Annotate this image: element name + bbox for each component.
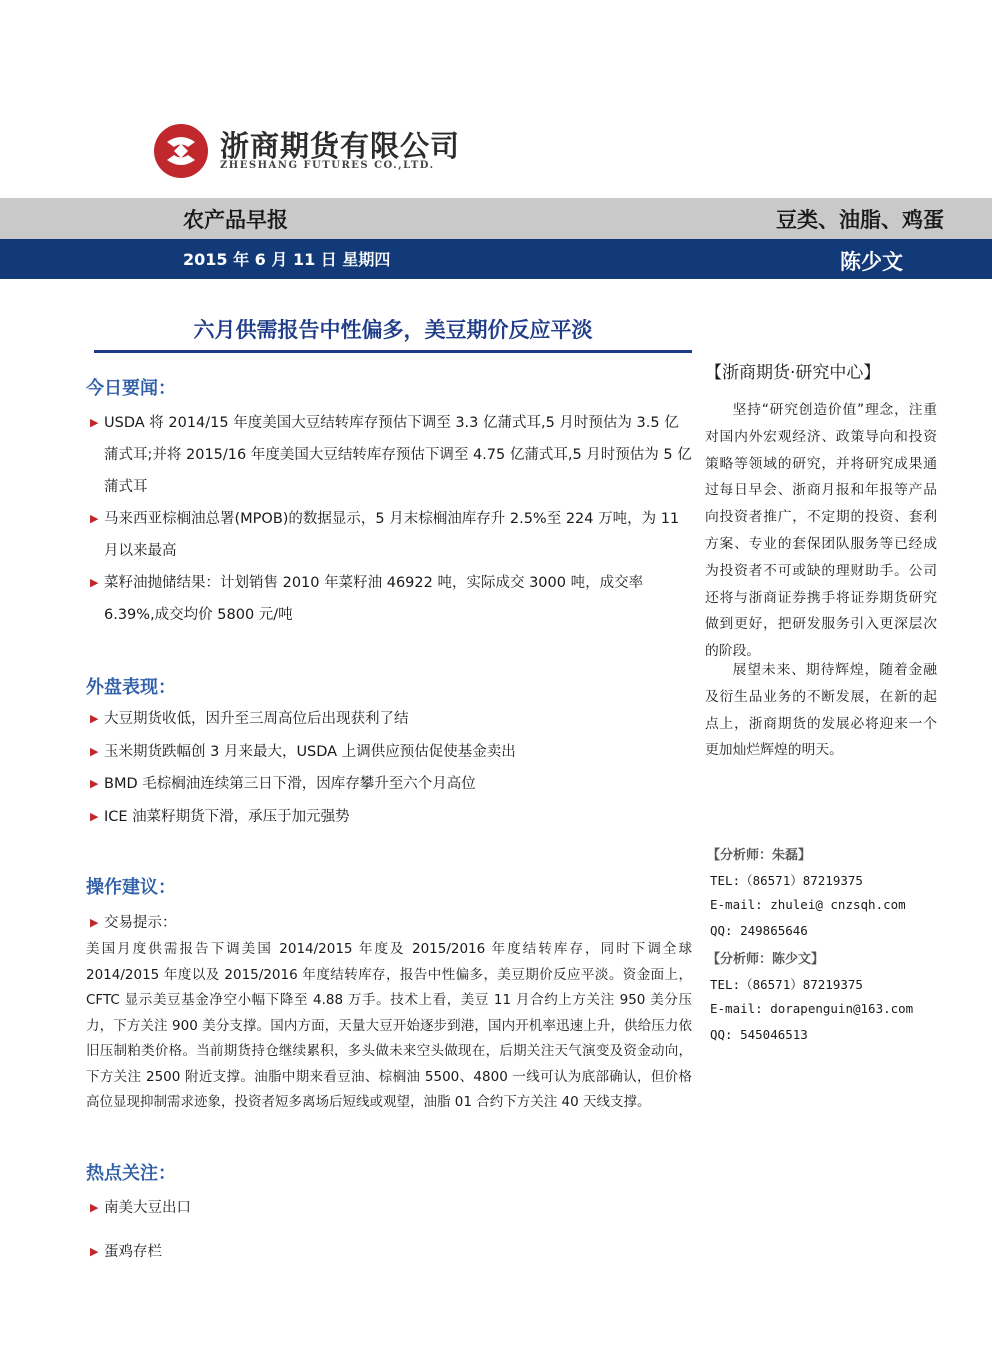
advice-paragraph: 美国月度供需报告下调美国 2014/2015 年度及 2015/2016 年度结转库存，同时下调全球 2014/2015 年度以及 2015/2016 年度结转库存，报告中性偏多，美豆期价反应平淡。资金面上，CFTC 显示美豆基金净空小幅下降至 4.88 万手。技术上看，美豆 11 月合约上方关注 950 美分压力，下方关注 900 美分支撑。国内方面，天量大豆开始逐步到港，国内开机率迅速上升，供给压力依旧压制粕类价格。当前期货持仓继续累积，多头做未来空头做现在，后期关注天气演变及资金动向，下方关注 2500 附近支撑。油脂中期来看豆油、棕榈油 5500、4800 一线可认为底部确认，但价格高位显现抑制需求迹象，投资者短多离场后短线或观望，油脂 01 合约下方关注 40 天线支撑。 [86,941,692,1110]
section-title-overseas: 外盘表现： [86,677,176,698]
analyst-tel: TEL:（86571）87219375 [710,873,863,888]
list-item: ▶ 南美大豆出口 [90,1192,692,1224]
report-date: 2015 年 6 月 11 日 星期四 [183,250,391,269]
bullet-arrow-icon: ▶ [90,1245,99,1258]
analyst-qq: QQ: 545046513 [710,1027,808,1042]
analyst-email: E-mail: dorapenguin@163.com [710,1001,914,1016]
bullet-arrow-icon: ▶ [90,712,99,725]
report-type: 农产品早报 [183,208,288,232]
list-item: ▶ 交易提示： [90,907,692,939]
analyst-label: 【分析师：朱磊】 [707,848,812,863]
section-title-advice: 操作建议： [86,877,176,898]
list-item: ▶ 菜籽油抛储结果：计划销售 2010 年菜籽油 46922 吨，实际成交 3000 吨，成交率 6.39%,成交均价 5800 元/吨 [90,567,692,631]
analyst-tel: TEL:（86571）87219375 [710,977,863,992]
list-item: ▶ 蛋鸡存栏 [90,1236,692,1268]
report-category: 豆类、油脂、鸡蛋 [776,208,944,232]
analyst-qq: QQ: 249865646 [710,923,808,938]
company-name-en: ZHESHANG FUTURES CO.,LTD. [220,160,435,171]
analyst-label: 【分析师：陈少文】 [707,952,825,967]
research-center-header: 【浙商期货·研究中心】 [705,363,881,383]
report-author: 陈少文 [840,250,903,274]
section-title-today: 今日要闻： [86,378,176,399]
bullet-arrow-icon: ▶ [90,512,99,525]
company-logo-icon [152,122,210,180]
list-item: ▶ 大豆期货收低，因升至三周高位后出现获利了结 [90,703,692,735]
page-title: 六月供需报告中性偏多，美豆期价反应平淡 [193,318,593,342]
section-title-hot: 热点关注： [86,1163,176,1184]
bullet-arrow-icon: ▶ [90,777,99,790]
bullet-arrow-icon: ▶ [90,416,99,429]
list-item: ▶ ICE 油菜籽期货下滑，承压于加元强势 [90,801,692,833]
bullet-arrow-icon: ▶ [90,810,99,823]
list-item: ▶ USDA 将 2014/15 年度美国大豆结转库存预估下调至 3.3 亿蒲式耳,5 月时预估为 3.5 亿蒲式耳;并将 2015/16 年度美国大豆结转库存预估下调至 4.75 亿蒲式耳,5 月时预估为 5 亿蒲式耳 [90,407,692,503]
bullet-arrow-icon: ▶ [90,916,99,929]
list-item: ▶ 马来西亚棕榈油总署(MPOB)的数据显示，5 月末棕榈油库存升 2.5%至 224 万吨，为 11 月以来最高 [90,503,692,567]
company-name-cn: 浙商期货有限公司 [220,129,461,163]
list-item: ▶ BMD 毛棕榈油连续第三日下滑，因库存攀升至六个月高位 [90,768,692,800]
title-underline [94,350,692,353]
analyst-email: E-mail: zhulei@ cnzsqh.com [710,897,906,912]
bullet-arrow-icon: ▶ [90,745,99,758]
bullet-arrow-icon: ▶ [90,576,99,589]
bullet-arrow-icon: ▶ [90,1201,99,1214]
list-item: ▶ 玉米期货跌幅创 3 月来最大，USDA 上调供应预估促使基金卖出 [90,736,692,768]
research-center-intro: 坚持“研究创造价值”理念，注重对国内外宏观经济、政策导向和投资策略等领域的研究，并将研究成果通过每日早会、浙商月报和年报等产品向投资者推广，不定期的投资、套利方案、专业的套保团队服务等已经成为投资者不可或缺的理财助手。公司还将与浙商证券携手将证券期货研究做到更好，把研发服务引入更深层次的阶段。 [705,402,937,660]
research-center-outlook: 展望未来、期待辉煌，随着金融及衍生品业务的不断发展，在新的起点上，浙商期货的发展必将迎来一个更加灿烂辉煌的明天。 [705,662,937,759]
